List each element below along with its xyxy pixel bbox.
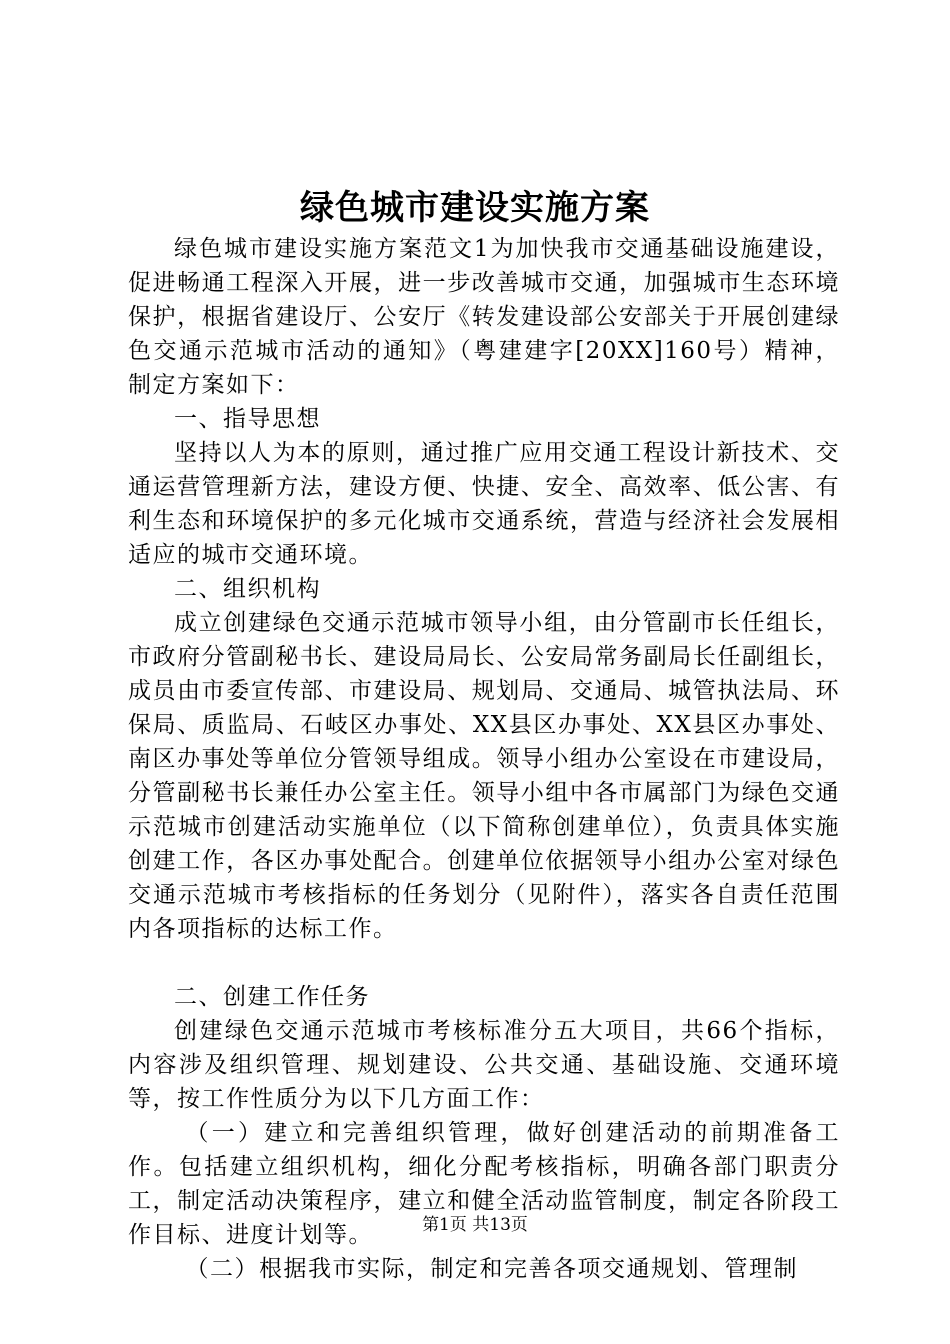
- task-item-2: （二）根据我市实际，制定和完善各项交通规划、管理制: [185, 1256, 798, 1282]
- organization-paragraph: 成立创建绿色交通示范城市领导小组，由分管副市长任组长，市政府分管副秘书长、建设局局长、公安局常务副局长任副组长，成员由市委宣传部、市建设局、规划局、交通局、城管执法局、环保局、质监局、石岐区办事处、XX县区办事处、XX县区办事处、南区办事处等单位分管领导组成。领导小组办公室设在市建设局，分管副秘书长兼任办公室主任。领导小组中各市属部门为绿色交通示范城市创建活动实施单位（以下简称创建单位），负责具体实施创建工作，各区办事处配合。创建单位依据领导小组办公室对绿色交通示范城市考核指标的任务划分（见附件），落实各自责任范围内各项指标的达标工作。: [128, 610, 840, 942]
- intro-paragraph: 绿色城市建设实施方案范文1为加快我市交通基础设施建设，促进畅通工程深入开展，进一步改善城市交通，加强城市生态环境保护，根据省建设厅、公安厅《转发建设部公安部关于开展创建绿色交通示范城市活动的通知》（粤建建字[20XX]160号）精神，制定方案如下：: [128, 236, 840, 398]
- document-body: [128, 232, 840, 1286]
- section-heading-guiding-thought: 一、指导思想: [174, 406, 321, 432]
- task-item-1: （一）建立和完善组织管理，做好创建活动的前期准备工作。包括建立组织机构，细化分配考核指标，明确各部门职责分工，制定活动决策程序，建立和健全活动监管制度，制定各阶段工作目标、进度计划等。: [128, 1120, 840, 1248]
- section-heading-tasks: 二、创建工作任务: [174, 984, 370, 1010]
- section-heading-organization: 二、组织机构: [174, 576, 321, 602]
- tasks-paragraph: 创建绿色交通示范城市考核标准分五大项目，共66个指标，内容涉及组织管理、规划建设、公共交通、基础设施、交通环境等，按工作性质分为以下几方面工作：: [128, 1018, 840, 1112]
- page-footer: 第1页 共13页: [422, 1215, 528, 1235]
- guiding-thought-paragraph: 坚持以人为本的原则，通过推广应用交通工程设计新技术、交通运营管理新方法，建设方便、快捷、安全、高效率、低公害、有利生态和环境保护的多元化城市交通系统，营造与经济社会发展相适应的城市交通环境。: [128, 440, 840, 568]
- document-title: 绿色城市建设实施方案: [300, 188, 650, 228]
